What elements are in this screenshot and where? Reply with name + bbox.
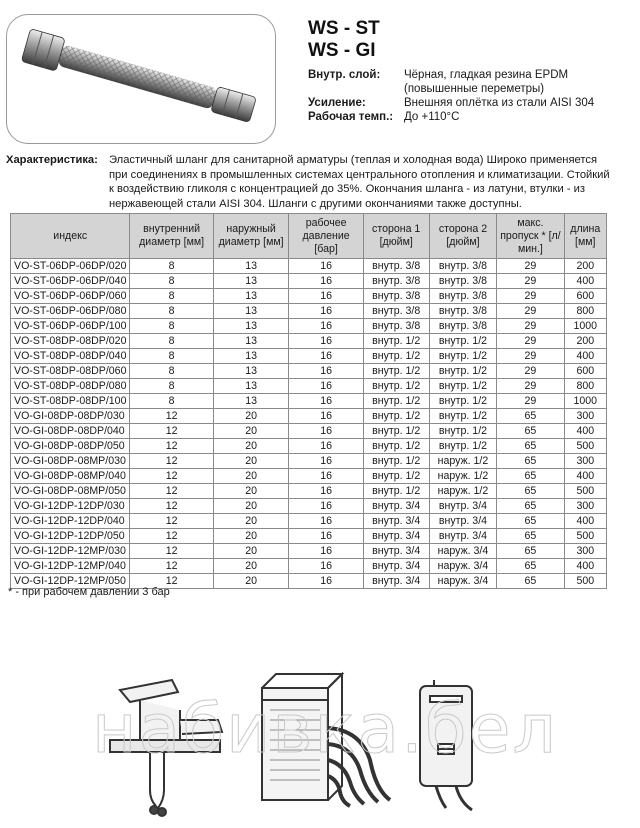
table-cell: внутр. 1/2 [429,349,497,364]
table-cell: 16 [289,319,363,334]
table-cell: наруж. 1/2 [429,454,497,469]
table-cell: 13 [213,274,289,289]
cell-index: VO-ST-06DP-06DP/020 [11,259,130,274]
characteristic-text: Эластичный шланг для санитарной арматуры (теплая и холодная вода) Широко применяется при соединениях в промышленных системах центрального отопления и климатизации. Стойкий к воздействию гликоля с концентрацией до 35%. Окончания шланга - из латуни, втулки - из нержавеющей стали AISI 304. Шланги с другими окончаниями также доступны. [109,154,610,210]
table-cell: 16 [289,544,363,559]
table-cell: 29 [497,274,564,289]
table-cell: 13 [213,349,289,364]
table-cell: внутр. 1/2 [363,424,429,439]
table-cell: 16 [289,364,363,379]
table-cell: внутр. 1/2 [429,394,497,409]
hose-photo-frame [6,14,276,144]
column-header: макс. пропуск * [л/мин.] [497,214,564,259]
table-cell: 13 [213,364,289,379]
table-cell: 800 [564,304,606,319]
cell-index: VO-ST-08DP-08DP/040 [11,349,130,364]
table-cell: 20 [213,574,289,589]
footnote: * - при рабочем давлении 3 бар [8,586,170,598]
table-cell: 20 [213,544,289,559]
table-cell: 29 [497,349,564,364]
table-cell: внутр. 1/2 [363,334,429,349]
table-body [11,259,607,589]
table-row [11,439,607,454]
table-cell: 65 [497,439,564,454]
column-header: наружный диаметр [мм] [213,214,289,259]
spec-list [308,68,634,124]
table-cell: наруж. 3/4 [429,544,497,559]
cell-index: VO-GI-12DP-12MP/050 [11,574,130,589]
table-cell: 65 [497,469,564,484]
table-cell: 29 [497,379,564,394]
table-cell: 16 [289,289,363,304]
table-cell: 29 [497,289,564,304]
table-cell: 20 [213,559,289,574]
table-cell: внутр. 3/4 [363,529,429,544]
table-cell: внутр. 1/2 [363,454,429,469]
table-cell: 500 [564,439,606,454]
table-row [11,274,607,289]
table-cell: 8 [130,274,213,289]
cell-index: VO-GI-12DP-12DP/050 [11,529,130,544]
table-row [11,304,607,319]
table-cell: внутр. 3/8 [429,319,497,334]
table-cell: внутр. 1/2 [363,349,429,364]
table-row [11,529,607,544]
table-cell: 1000 [564,319,606,334]
table-cell: 20 [213,424,289,439]
cell-index: VO-ST-06DP-06DP/040 [11,274,130,289]
table-cell: 8 [130,364,213,379]
spec-value: Чёрная, гладкая резина EPDM (повышенные переметры) [404,69,569,95]
table-cell: 16 [289,394,363,409]
spec-value: Внешняя оплётка из стали AISI 304 [404,97,595,109]
table-cell: 12 [130,409,213,424]
table-cell: 65 [497,484,564,499]
table-cell: внутр. 1/2 [363,469,429,484]
table-cell: внутр. 1/2 [429,334,497,349]
table-cell: 300 [564,409,606,424]
table-cell: внутр. 1/2 [363,409,429,424]
table-cell: 300 [564,454,606,469]
table-cell: 600 [564,289,606,304]
table-cell: 8 [130,304,213,319]
table-cell: 8 [130,259,213,274]
specification-table [10,213,607,589]
cell-index: VO-ST-06DP-06DP/100 [11,319,130,334]
table-cell: 12 [130,544,213,559]
cell-index: VO-ST-08DP-08DP/060 [11,364,130,379]
table-cell: 20 [213,454,289,469]
table-cell: наруж. 3/4 [429,559,497,574]
table-cell: 400 [564,559,606,574]
table-cell: 16 [289,469,363,484]
table-cell: внутр. 1/2 [429,364,497,379]
table-cell: 16 [289,574,363,589]
table-cell: 16 [289,409,363,424]
table-cell: внутр. 3/8 [429,289,497,304]
table-cell: внутр. 1/2 [429,379,497,394]
spec-value: До +110°С [404,111,460,123]
table-cell: 8 [130,394,213,409]
cell-index: VO-GI-12DP-12DP/040 [11,514,130,529]
table-cell: 16 [289,559,363,574]
table-cell: 16 [289,349,363,364]
table-cell: 16 [289,304,363,319]
spec-row-reinforcement [308,96,634,110]
table-cell: 16 [289,514,363,529]
table-cell: 65 [497,409,564,424]
table-cell: внутр. 3/4 [429,514,497,529]
product-title-gi: WS - GI [308,40,376,61]
table-cell: 65 [497,574,564,589]
table-cell: 16 [289,439,363,454]
table-cell: 65 [497,514,564,529]
table-row [11,514,607,529]
table-cell: 8 [130,349,213,364]
table-cell: 8 [130,319,213,334]
spec-key: Усиление: [308,97,366,109]
table-cell: 65 [497,544,564,559]
table-cell: 20 [213,469,289,484]
cell-index: VO-GI-08DP-08MP/050 [11,484,130,499]
cell-index: VO-GI-08DP-08DP/050 [11,439,130,454]
table-cell: внутр. 1/2 [429,409,497,424]
table-cell: 500 [564,529,606,544]
table-cell: 1000 [564,394,606,409]
table-cell: 20 [213,439,289,454]
table-cell: 29 [497,394,564,409]
column-header: индекс [11,214,130,259]
table-cell: 200 [564,334,606,349]
column-header: внутренний диаметр [мм] [130,214,213,259]
table-cell: внутр. 3/8 [363,259,429,274]
table-cell: внутр. 3/8 [429,259,497,274]
table-cell: 300 [564,544,606,559]
cell-index: VO-GI-08DP-08MP/030 [11,454,130,469]
table-cell: 16 [289,334,363,349]
watermark-text: набивка.бел [92,690,558,769]
product-title-st: WS - ST [308,18,380,39]
table-row [11,289,607,304]
table-cell: 12 [130,559,213,574]
characteristic-label: Характеристика: [6,154,98,166]
table-cell: внутр. 3/8 [363,274,429,289]
table-cell: 16 [289,499,363,514]
spec-row-working-temp [308,110,634,124]
table-cell: наруж. 1/2 [429,469,497,484]
table-row [11,499,607,514]
table-cell: 400 [564,514,606,529]
table-row [11,349,607,364]
table-cell: 12 [130,469,213,484]
table-cell: внутр. 3/8 [429,304,497,319]
table-row [11,259,607,274]
table-cell: 400 [564,349,606,364]
table-cell: 16 [289,379,363,394]
table-cell: внутр. 3/8 [363,319,429,334]
table-cell: 20 [213,484,289,499]
spec-key: Рабочая темп.: [308,111,394,123]
cell-index: VO-GI-12DP-12MP/030 [11,544,130,559]
table-cell: 400 [564,274,606,289]
table-row [11,469,607,484]
table-cell: 16 [289,274,363,289]
table-cell: 29 [497,319,564,334]
table-cell: 8 [130,289,213,304]
table-cell: 20 [213,529,289,544]
table-row [11,364,607,379]
title-block [308,18,380,62]
column-header: длина [мм] [564,214,606,259]
table-row [11,544,607,559]
spec-row-inner-layer [308,68,634,96]
column-header: рабочее давление [бар] [289,214,363,259]
table-cell: 16 [289,424,363,439]
table-cell: внутр. 3/4 [363,499,429,514]
table-cell: внутр. 1/2 [429,424,497,439]
table-cell: 65 [497,424,564,439]
cell-index: VO-ST-06DP-06DP/060 [11,289,130,304]
table-cell: 13 [213,319,289,334]
table-cell: 16 [289,259,363,274]
table-cell: 12 [130,529,213,544]
cell-index: VO-ST-06DP-06DP/080 [11,304,130,319]
cell-index: VO-ST-08DP-08DP/020 [11,334,130,349]
table-cell: наруж. 1/2 [429,484,497,499]
characteristic-section [6,153,626,211]
table-cell: 500 [564,484,606,499]
table-cell: внутр. 1/2 [363,439,429,454]
cell-index: VO-ST-08DP-08DP/100 [11,394,130,409]
table-cell: внутр. 3/4 [429,529,497,544]
table-cell: 13 [213,379,289,394]
table-cell: 13 [213,394,289,409]
table-cell: 20 [213,409,289,424]
table-cell: внутр. 3/8 [363,304,429,319]
cell-index: VO-GI-08DP-08DP/040 [11,424,130,439]
table-cell: 16 [289,454,363,469]
table-cell: 65 [497,529,564,544]
cell-index: VO-ST-08DP-08DP/080 [11,379,130,394]
table-cell: 8 [130,379,213,394]
table-cell: внутр. 3/4 [363,574,429,589]
table-cell: 13 [213,289,289,304]
cell-index: VO-GI-12DP-12MP/040 [11,559,130,574]
table-cell: 13 [213,334,289,349]
table-cell: 12 [130,424,213,439]
table-cell: 13 [213,304,289,319]
table-cell: 20 [213,499,289,514]
cell-index: VO-GI-08DP-08MP/040 [11,469,130,484]
column-header: сторона 1 [дюйм] [363,214,429,259]
table-cell: 300 [564,499,606,514]
table-row [11,319,607,334]
table-row [11,454,607,469]
table-row [11,334,607,349]
table-cell: 12 [130,454,213,469]
table-cell: 8 [130,334,213,349]
table-cell: внутр. 3/4 [429,499,497,514]
table-cell: 29 [497,259,564,274]
table-row [11,559,607,574]
table-cell: внутр. 3/8 [363,289,429,304]
table-cell: 65 [497,559,564,574]
table-cell: 12 [130,574,213,589]
table-header-row [11,214,607,259]
column-header: сторона 2 [дюйм] [429,214,497,259]
spec-key: Внутр. слой: [308,69,381,81]
table-row [11,379,607,394]
table-cell: 12 [130,484,213,499]
table-cell: внутр. 1/2 [363,484,429,499]
braided-hose-image [7,15,275,143]
table-cell: 65 [497,499,564,514]
table-cell: 29 [497,304,564,319]
table-cell: внутр. 1/2 [363,379,429,394]
table-cell: 400 [564,424,606,439]
table-cell: 29 [497,334,564,349]
table-row [11,409,607,424]
table-cell: 500 [564,574,606,589]
table-cell: 200 [564,259,606,274]
table-cell: внутр. 3/4 [363,514,429,529]
table-cell: внутр. 3/4 [363,544,429,559]
table-row [11,394,607,409]
table-cell: 12 [130,514,213,529]
cell-index: VO-GI-12DP-12DP/030 [11,499,130,514]
table-cell: 65 [497,454,564,469]
table-cell: 12 [130,499,213,514]
table-row [11,484,607,499]
table-cell: внутр. 3/4 [363,559,429,574]
table-cell: наруж. 3/4 [429,574,497,589]
table-row [11,424,607,439]
table-cell: 13 [213,259,289,274]
table-cell: 12 [130,439,213,454]
table-cell: внутр. 1/2 [429,439,497,454]
table-cell: 16 [289,529,363,544]
table-cell: 800 [564,379,606,394]
table-cell: 29 [497,364,564,379]
table-cell: 16 [289,484,363,499]
table-cell: 20 [213,514,289,529]
table-cell: внутр. 3/8 [429,274,497,289]
table-cell: 400 [564,469,606,484]
cell-index: VO-GI-08DP-08DP/030 [11,409,130,424]
table-cell: 600 [564,364,606,379]
table-cell: внутр. 1/2 [363,364,429,379]
table-cell: внутр. 1/2 [363,394,429,409]
